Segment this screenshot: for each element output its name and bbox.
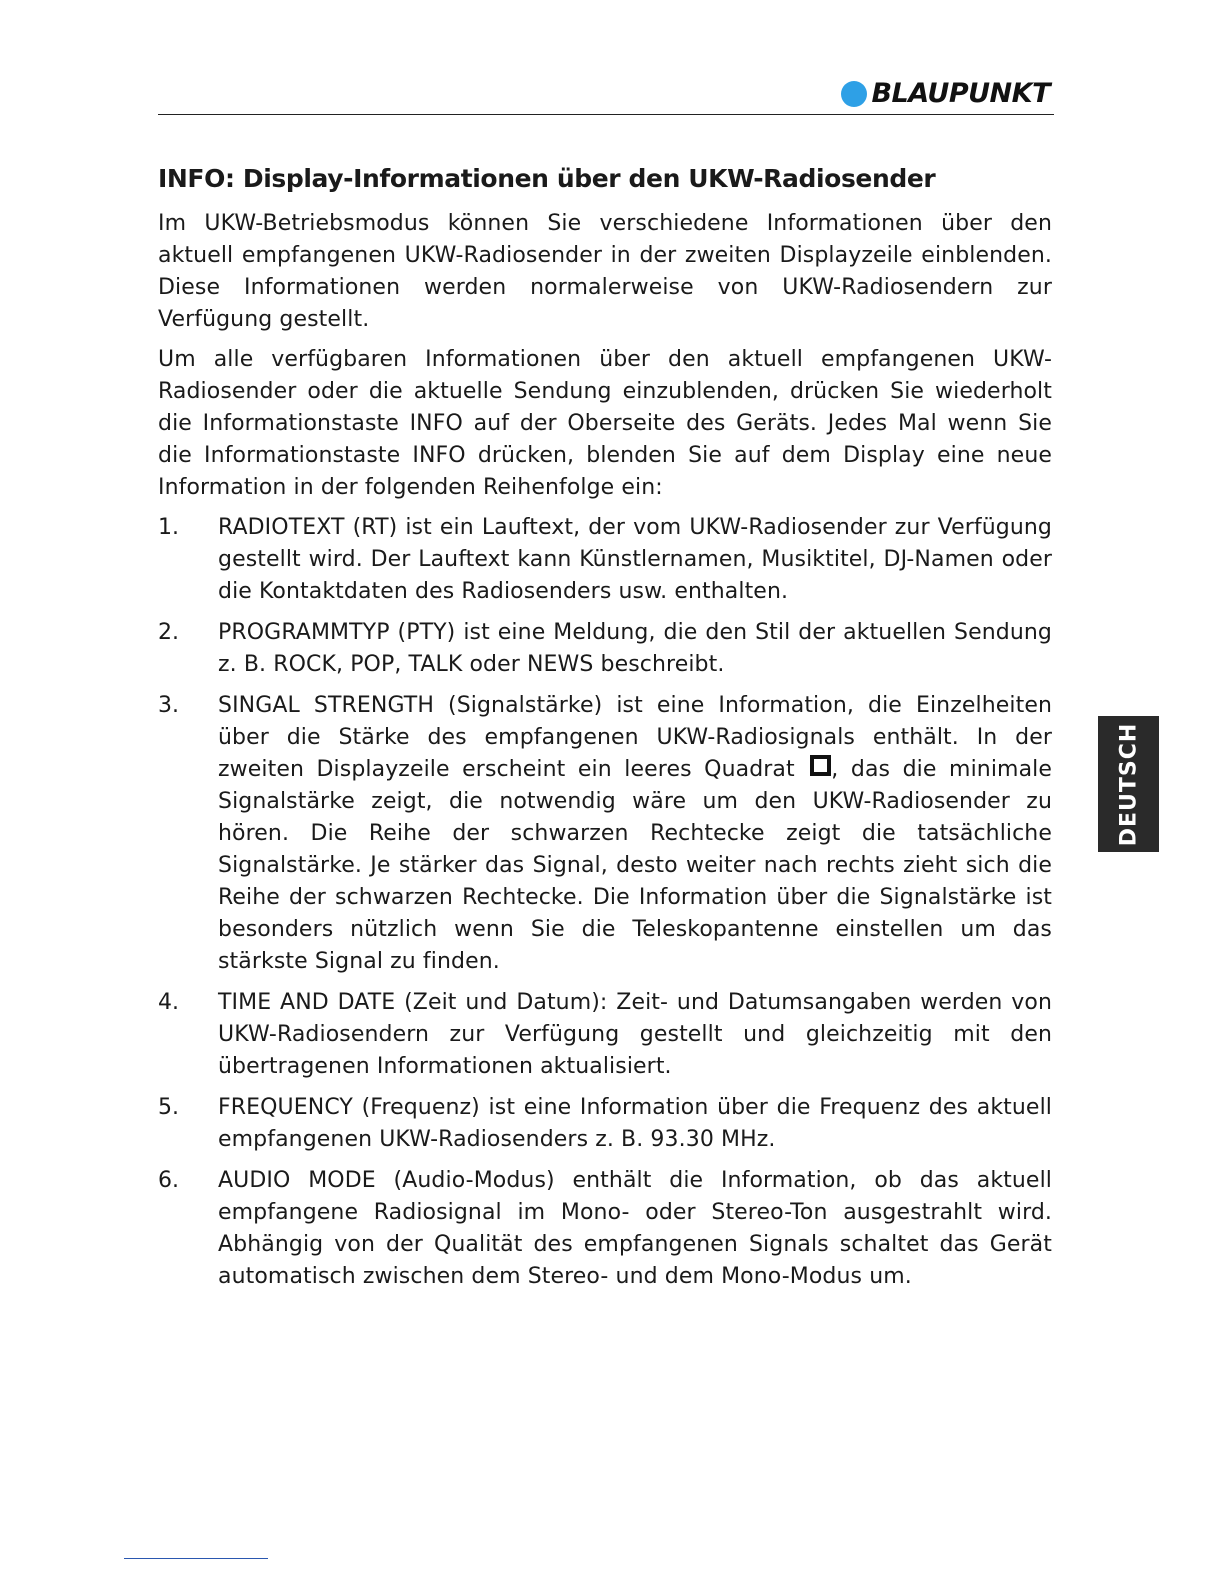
logo-dot-icon [841,81,867,107]
list-item-text-part: , das die minimale Signalstärke zeigt, die notwendig wäre um den UKW-Radiosender zu hören. Die Reihe der schwarzen Rechtecke zeigt die tatsächliche Signalstärke. Je stärker das Signal, desto weiter nach rechts zieht sich die Reihe der schwarzen Rechtecke. Die Information über die Signalstärke ist besonders nützlich wenn Sie die Teleskopantenne einstellen um das stärkste Signal zu finden. [218,757,1053,974]
brand-name: BLAUPUNKT [871,78,1050,109]
list-item-text: PROGRAMMTYP (PTY) ist eine Meldung, die den Stil der aktuellen Sendung z. B. ROCK, POP, TALK oder NEWS beschreibt. [218,620,1052,677]
list-item-text: RADIOTEXT (RT) ist ein Lauftext, der vom UKW-Radiosender zur Verfügung gestellt wird. Der Lauftext kann Künstlernamen, Musiktitel, DJ-Namen oder die Kontaktdaten des Radiosenders usw. enthalten. [218,515,1052,604]
list-item-text-part: SINGAL STRENGTH (Signalstärke) ist eine Information, die Einzelheiten über die Stärke des empfangenen UKW-Radiosignals enthält. In der zweiten Displayzeile erscheint ein leeres Quadrat [218,693,1052,782]
section-title: INFO: Display-Informationen über den UKW-Radiosender [158,164,936,193]
page-header [158,74,1054,115]
list-item-number: 3. [158,693,179,718]
language-tab [1098,716,1159,852]
list-item [158,690,1052,978]
list-item [158,1165,1052,1293]
list-item [158,1092,1052,1156]
list-item-number: 1. [158,515,179,540]
list-item-text: FREQUENCY (Frequenz) ist eine Information über die Frequenz des aktuell empfangenen UKW-Radiosenders z. B. 93.30 MHz. [218,1095,1052,1152]
list-item-number: 5. [158,1095,179,1120]
list-item [158,987,1052,1083]
list-item-number: 6. [158,1168,179,1193]
list-item [158,617,1052,681]
brand-logo [841,78,1050,109]
list-item [158,512,1052,608]
list-item-text: AUDIO MODE (Audio-Modus) enthält die Information, ob das aktuell empfangene Radiosignal im Mono- oder Stereo-Ton ausgestrahlt wird. Abhängig von der Qualität des empfangenen Signals schaltet das Gerät automatisch zwischen dem Stereo- und dem Mono-Modus um. [218,1168,1052,1289]
main-content [158,160,1052,1302]
intro-paragraph: Im UKW-Betriebsmodus können Sie verschiedene Informationen über den aktuell empfangenen UKW-Radiosender in der zweiten Displayzeile einblenden. Diese Informationen werden normalerweise von UKW-Radiosendern zur Verfügung gestellt. [158,211,1052,332]
footer-divider [124,1558,268,1559]
instruction-paragraph: Um alle verfügbaren Informationen über den aktuell empfangenen UKW-Radiosender oder die aktuelle Sendung einzublenden, drücken Sie wiederholt die Informationstaste INFO auf der Oberseite des Geräts. Jedes Mal wenn Sie die Informationstaste INFO drücken, blenden Sie auf dem Display eine neue Information in der folgenden Reihenfolge ein: [158,347,1052,500]
list-item-number: 2. [158,620,179,645]
list-item-number: 4. [158,990,179,1015]
list-item-text [218,690,1052,978]
language-tab-label: DEUTSCH [1116,722,1142,846]
info-list [158,512,1052,1293]
empty-square-icon [810,755,831,776]
list-item-text: TIME AND DATE (Zeit und Datum): Zeit- und Datumsangaben werden von UKW-Radiosendern zur Verfügung gestellt und gleichzeitig mit den übertragenen Informationen aktualisiert. [218,990,1052,1079]
